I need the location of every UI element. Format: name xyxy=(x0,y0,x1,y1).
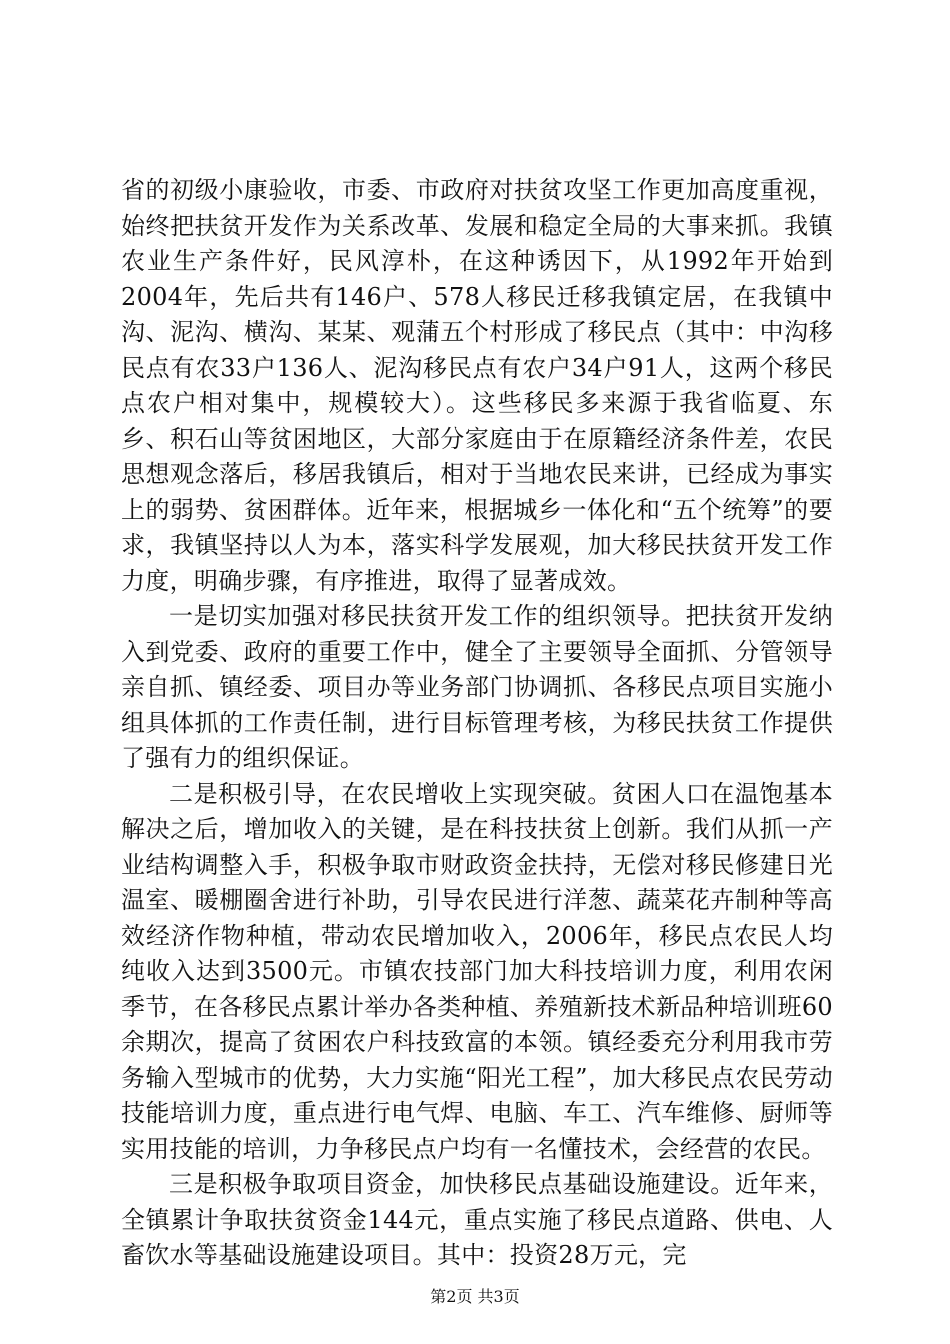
page-footer: 第2页 共3页 xyxy=(430,1287,520,1306)
paragraph-organization: 一是切实加强对移民扶贫开发工作的组织领导。把扶贫开发纳入到党委、政府的重要工作中，健全了主要领导全面抓、分管领导亲自抓、镇经委、项目办等业务部门协调抓、各移民点项目实施小组具体抓的工作责任制，进行目标管理考核，为移民扶贫工作提供了强有力的组织保证。 xyxy=(121,602,833,772)
paragraph-intro: 省的初级小康验收，市委、市政府对扶贫攻坚工作更加高度重视，始终把扶贫开发作为关系改革、发展和稳定全局的大事来抓。我镇农业生产条件好，民风淳朴，在这种诱因下，从1992年开始到2004年，先后共有146户、578人移民迁移我镇定居，在我镇中沟、泥沟、横沟、某某、观蒲五个村形成了移民点（其中：中沟移民点有农33户136人、泥沟移民点有农户34户91人，这两个移民点农户相对集中，规模较大）。这些移民多来源于我省临夏、东乡、积石山等贫困地区，大部分家庭由于在原籍经济条件差，农民思想观念落后，移居我镇后，相对于当地农民来讲，已经成为事实上的弱势、贫困群体。近年来，根据城乡一体化和“五个统筹”的要求，我镇坚持以人为本，落实科学发展观，加大移民扶贫开发工作力度，明确步骤，有序推进，取得了显著成效。 xyxy=(121,176,833,595)
paragraph-infrastructure: 三是积极争取项目资金，加快移民点基础设施建设。近年来，全镇累计争取扶贫资金144元，重点实施了移民点道路、供电、人畜饮水等基础设施建设项目。其中：投资28万元，完 xyxy=(121,1170,833,1269)
paragraph-income: 二是积极引导，在农民增收上实现突破。贫困人口在温饱基本解决之后，增加收入的关键，是在科技扶贫上创新。我们从抓一产业结构调整入手，积极争取市财政资金扶持，无偿对移民修建日光温室、暖棚圈舍进行补助，引导农民进行洋葱、蔬菜花卉制种等高效经济作物种植，带动农民增加收入，2006年，移民点农民人均纯收入达到3500元。市镇农技部门加大科技培训力度，利用农闲季节，在各移民点累计举办各类种植、养殖新技术新品种培训班60余期次，提高了贫困农户科技致富的本领。镇经委充分利用我市劳务输入型城市的优势，大力实施“阳光工程”，加大移民点农民劳动技能培训力度，重点进行电气焊、电脑、车工、汽车维修、厨师等实用技能的培训，力争移民点户均有一名懂技术，会经营的农民。 xyxy=(121,779,833,1163)
document-body xyxy=(121,173,833,1274)
